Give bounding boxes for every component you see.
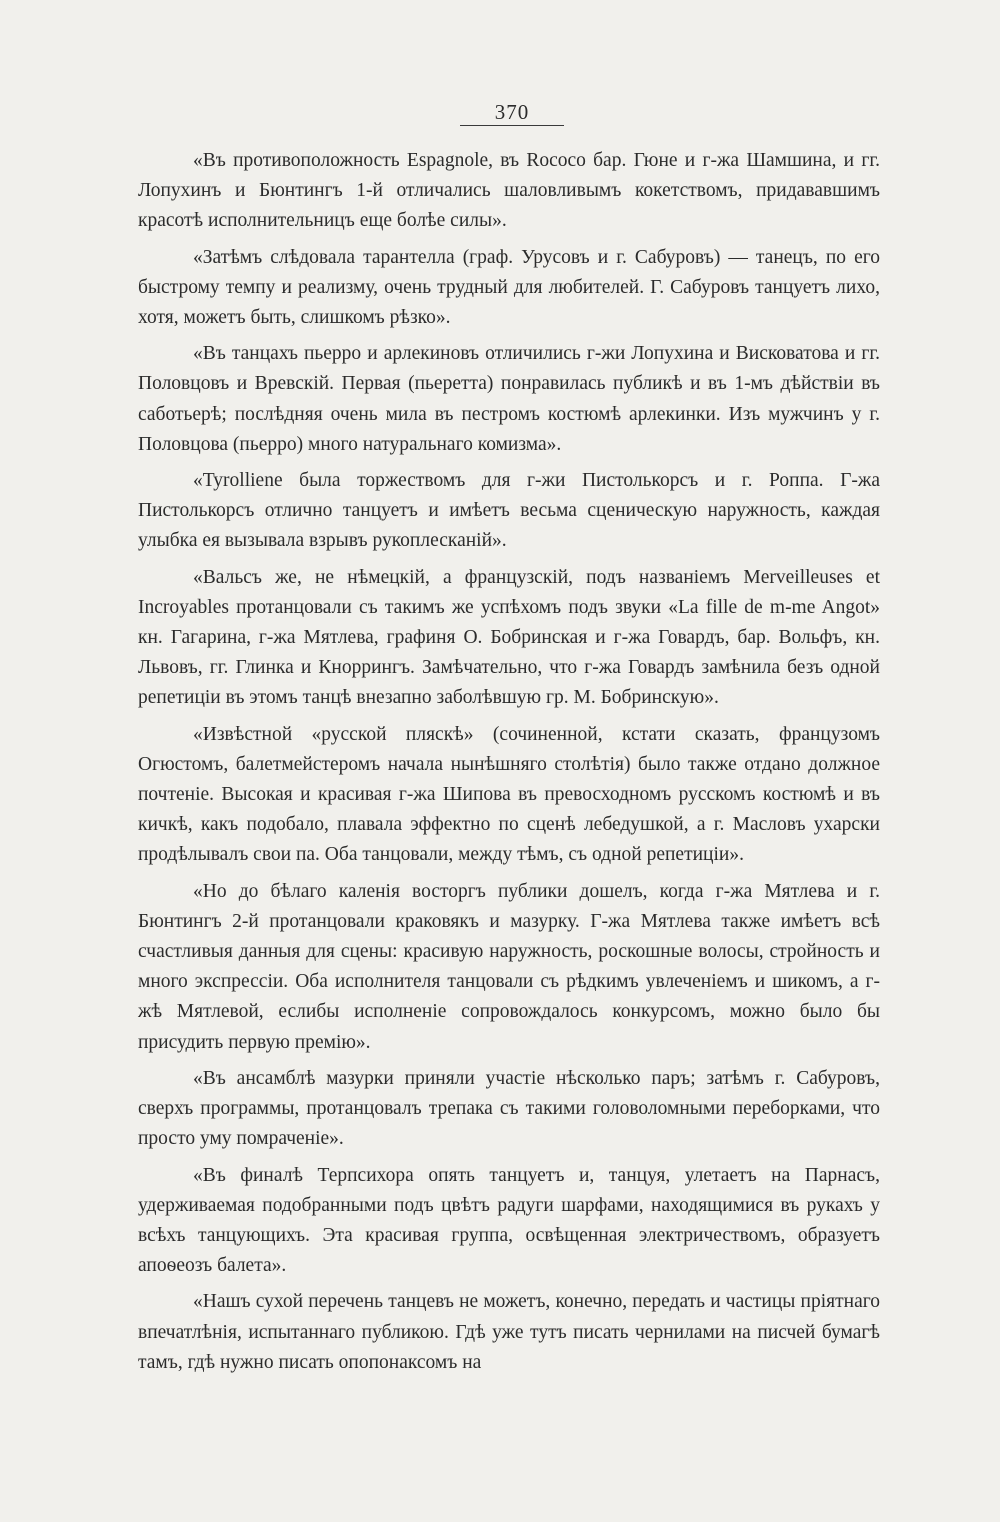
paragraph: «Въ противоположность Espagnole, въ Rococo бар. Гюне и г-жа Шамшина, и гг. Лопухинъ и Бюнтингъ 1-й отличались шаловливымъ кокетствомъ, придававшимъ красотѣ исполнительницъ еще болѣе силы».	[138, 150, 880, 232]
paragraph: «Въ танцахъ пьерро и арлекиновъ отличились г-жи Лопухина и Висковатова и гг. Половцовъ и Вревскій. Первая (пьеретта) понравилась публикѣ и въ 1-мъ дѣйствіи въ саботьерѣ; послѣдняя очень мила въ пестромъ костюмѣ арлекинки. Изъ мужчинъ у г. Половцова (пьерро) много натуральнаго комизма».	[138, 343, 880, 455]
body-text	[138, 146, 880, 1378]
paragraph: «Въ финалѣ Терпсихора опять танцуетъ и, танцуя, улетаетъ на Парнасъ, удерживаемая подобранными подъ цвѣтъ радуги шарфами, находящимися въ рукахъ у всѣхъ танцующихъ. Эта красивая группа, освѣщенная электричествомъ, образуетъ апоѳеозъ балета».	[138, 1164, 880, 1277]
paragraph: «Вальсъ же, не нѣмецкій, а французскій, подъ названіемъ Merveilleuses et Incroyables протанцовали съ такимъ же успѣхомъ подъ звуки «La fille de m-me Angot» кн. Гагарина, г-жа Мятлева, графиня О. Бобринская и г-жа Говардъ, бар. Вольфъ, кн. Львовъ, гг. Глинка и Кноррингъ. Замѣчательно, что г-жа Говардъ замѣнила безъ одной репетиціи въ этомъ танцѣ внезапно заболѣвшую гр. М. Бобринскую».	[138, 566, 880, 709]
page-number: 370	[494, 100, 530, 124]
page-number-rule	[460, 125, 564, 126]
paragraph: «Въ ансамблѣ мазурки приняли участіе нѣсколько паръ; затѣмъ г. Сабуровъ, сверхъ программы, протанцовалъ трепака съ такими головоломными переборками, что просто уму помраченіе».	[138, 1067, 880, 1150]
paragraph: «Извѣстной «русской пляскѣ» (сочиненной, кстати сказать, французомъ Огюстомъ, балетмейстеромъ начала нынѣшняго столѣтія) было также отдано должное почтеніе. Высокая и красивая г-жа Шипова въ превосходномъ русскомъ костюмѣ и въ кичкѣ, какъ подобало, плавала эффектно по сценѣ лебедушкой, а г. Масловъ ухарски продѣлывалъ свои па. Оба танцовали, между тѣмъ, съ одной репетиціи».	[138, 723, 880, 866]
paragraph: «Но до бѣлаго каленія восторгъ публики дошелъ, когда г-жа Мятлева и г. Бюнтингъ 2-й протанцовали краковякъ и мазурку. Г-жа Мятлева также имѣетъ всѣ счастливыя данныя для сцены: красивую наружность, роскошные волосы, стройность и много экспрессіи. Оба исполнителя танцовали съ рѣдкимъ увлеченіемъ и шикомъ, а г-жѣ Мятлевой, еслибы исполненіе сопровождалось конкурсомъ, можно было бы присудить первую премію».	[138, 880, 880, 1053]
paragraph: «Затѣмъ слѣдовала тарантелла (граф. Урусовъ и г. Сабуровъ) — танецъ, по его быстрому темпу и реализму, очень трудный для любителей. Г. Сабуровъ танцуетъ лихо, хотя, можетъ быть, слишкомъ рѣзко».	[138, 246, 880, 329]
paragraph: «Tyrolliene была торжествомъ для г-жи Пистолькорсъ и г. Роппа. Г-жа Пистолькорсъ отлично танцуетъ и имѣетъ весьма сценическую наружность, каждая улыбка ея вызывала взрывъ рукоплесканій».	[138, 470, 880, 552]
paragraph: «Нашъ сухой перечень танцевъ не можетъ, конечно, передать и частицы пріятнаго впечатлѣнія, испытаннаго публикою. Гдѣ уже тутъ писать чернилами на писчей бумагѣ тамъ, гдѣ нужно писать опопонаксомъ на	[138, 1291, 880, 1373]
